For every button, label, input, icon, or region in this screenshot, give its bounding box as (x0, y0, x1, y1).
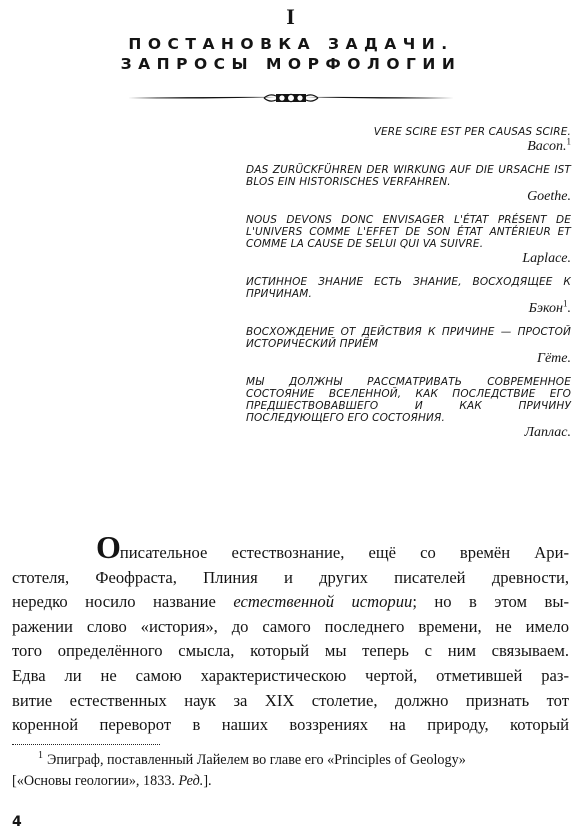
italic-term: естественной истории (233, 592, 413, 612)
paragraph-line: нередко носило название естественной истории; но в этом вы- (12, 592, 569, 612)
epigraph-author: Laplace. (522, 251, 571, 266)
epigraph-text: VERE SCIRE EST PER CAUSAS SCIRE. (373, 126, 571, 138)
page-number: 4 (12, 814, 22, 830)
paragraph-line: того определённого смысла, который мы теперь с ним связываем. (12, 641, 569, 661)
footnote-marker: 1 (38, 750, 43, 762)
epigraph-text: NOUS DEVONS DONC ENVISAGER L'ÉTAT PRÉSENT DE L'UNIVERS COMME L'EFFET DE SON ÉTAT ANTÉRIEUR ET COMME LA CAUSE DE SELUI QUI VA SUIVRE. (246, 214, 571, 250)
paragraph-line: ражении слово «история», до самого последнего времени, не имело (12, 616, 569, 636)
paragraph-line: Описательное естествознание, ещё со времён Ари- (96, 529, 569, 565)
footnote (12, 750, 569, 792)
epigraph-author: Goethe. (527, 189, 571, 204)
chapter-title-line-2: ЗАПРОСЫ МОРФОЛОГИИ (120, 55, 462, 73)
main-paragraph (12, 529, 569, 738)
epigraph-author: Гёте. (536, 351, 571, 366)
epigraph-author: Бэкон$^1$. (528, 298, 571, 316)
epigraph-text: ВОСХОЖДЕНИЕ ОТ ДЕЙСТВИЯ К ПРИЧИНЕ — ПРОСТОЙ ИСТОРИЧЕСКИЙ ПРИЁМ (246, 326, 571, 350)
chapter-title-line-1: ПОСТАНОВКА ЗАДАЧИ. (128, 35, 454, 53)
epigraph-author: Лаплас. (524, 425, 571, 440)
footnote-line: $^1$ Эпиграф, поставленный Лайелем во главе его «Principles of Geology» (38, 750, 466, 768)
paragraph-line: стотеля, Феофраста, Плиния и других писателей древности, (12, 567, 569, 587)
footnote-ref: 1 (566, 136, 571, 147)
ornament-divider-icon (126, 88, 456, 108)
chapter-number: I (286, 4, 296, 29)
editor-note: Ред. (178, 773, 204, 789)
footnote-ref: 1 (563, 298, 568, 309)
footnote-line: [«Основы геологии», 1833. Ред.]. (12, 773, 212, 789)
epigraph-text: МЫ ДОЛЖНЫ РАССМАТРИВАТЬ СОВРЕМЕННОЕ СОСТОЯНИЕ ВСЕЛЕННОЙ, КАК ПОСЛЕДСТВИЕ ЕГО ПРЕДШЕСТВОВАВШЕГО И КАК ПРИЧИНУ ПОСЛЕДУЮЩЕГО ЕГО СОСТОЯНИЯ. (246, 376, 571, 424)
paragraph-line: витие естественных наук за XIX столетие, должно признать тот (12, 690, 569, 710)
epigraph-text: DAS ZURÜCKFÜHREN DER WIRKUNG AUF DIE URSACHE IST BLOS EIN HISTORISCHES VERFAHREN. (246, 164, 571, 188)
drop-cap: О (96, 529, 120, 565)
epigraph-text: ИСТИННОЕ ЗНАНИЕ ЕСТЬ ЗНАНИЕ, ВОСХОДЯЩЕЕ К ПРИЧИНАМ. (246, 276, 571, 300)
paragraph-line: Едва ли не самою характеристическою чертой, отметившей раз- (12, 665, 569, 685)
epigraph-author: Bacon.$^1$ (527, 136, 571, 154)
footnote-divider (12, 744, 160, 745)
paragraph-line: коренной переворот в наших воззрениях на природу, который (12, 715, 569, 735)
epigraph-block (246, 126, 571, 450)
